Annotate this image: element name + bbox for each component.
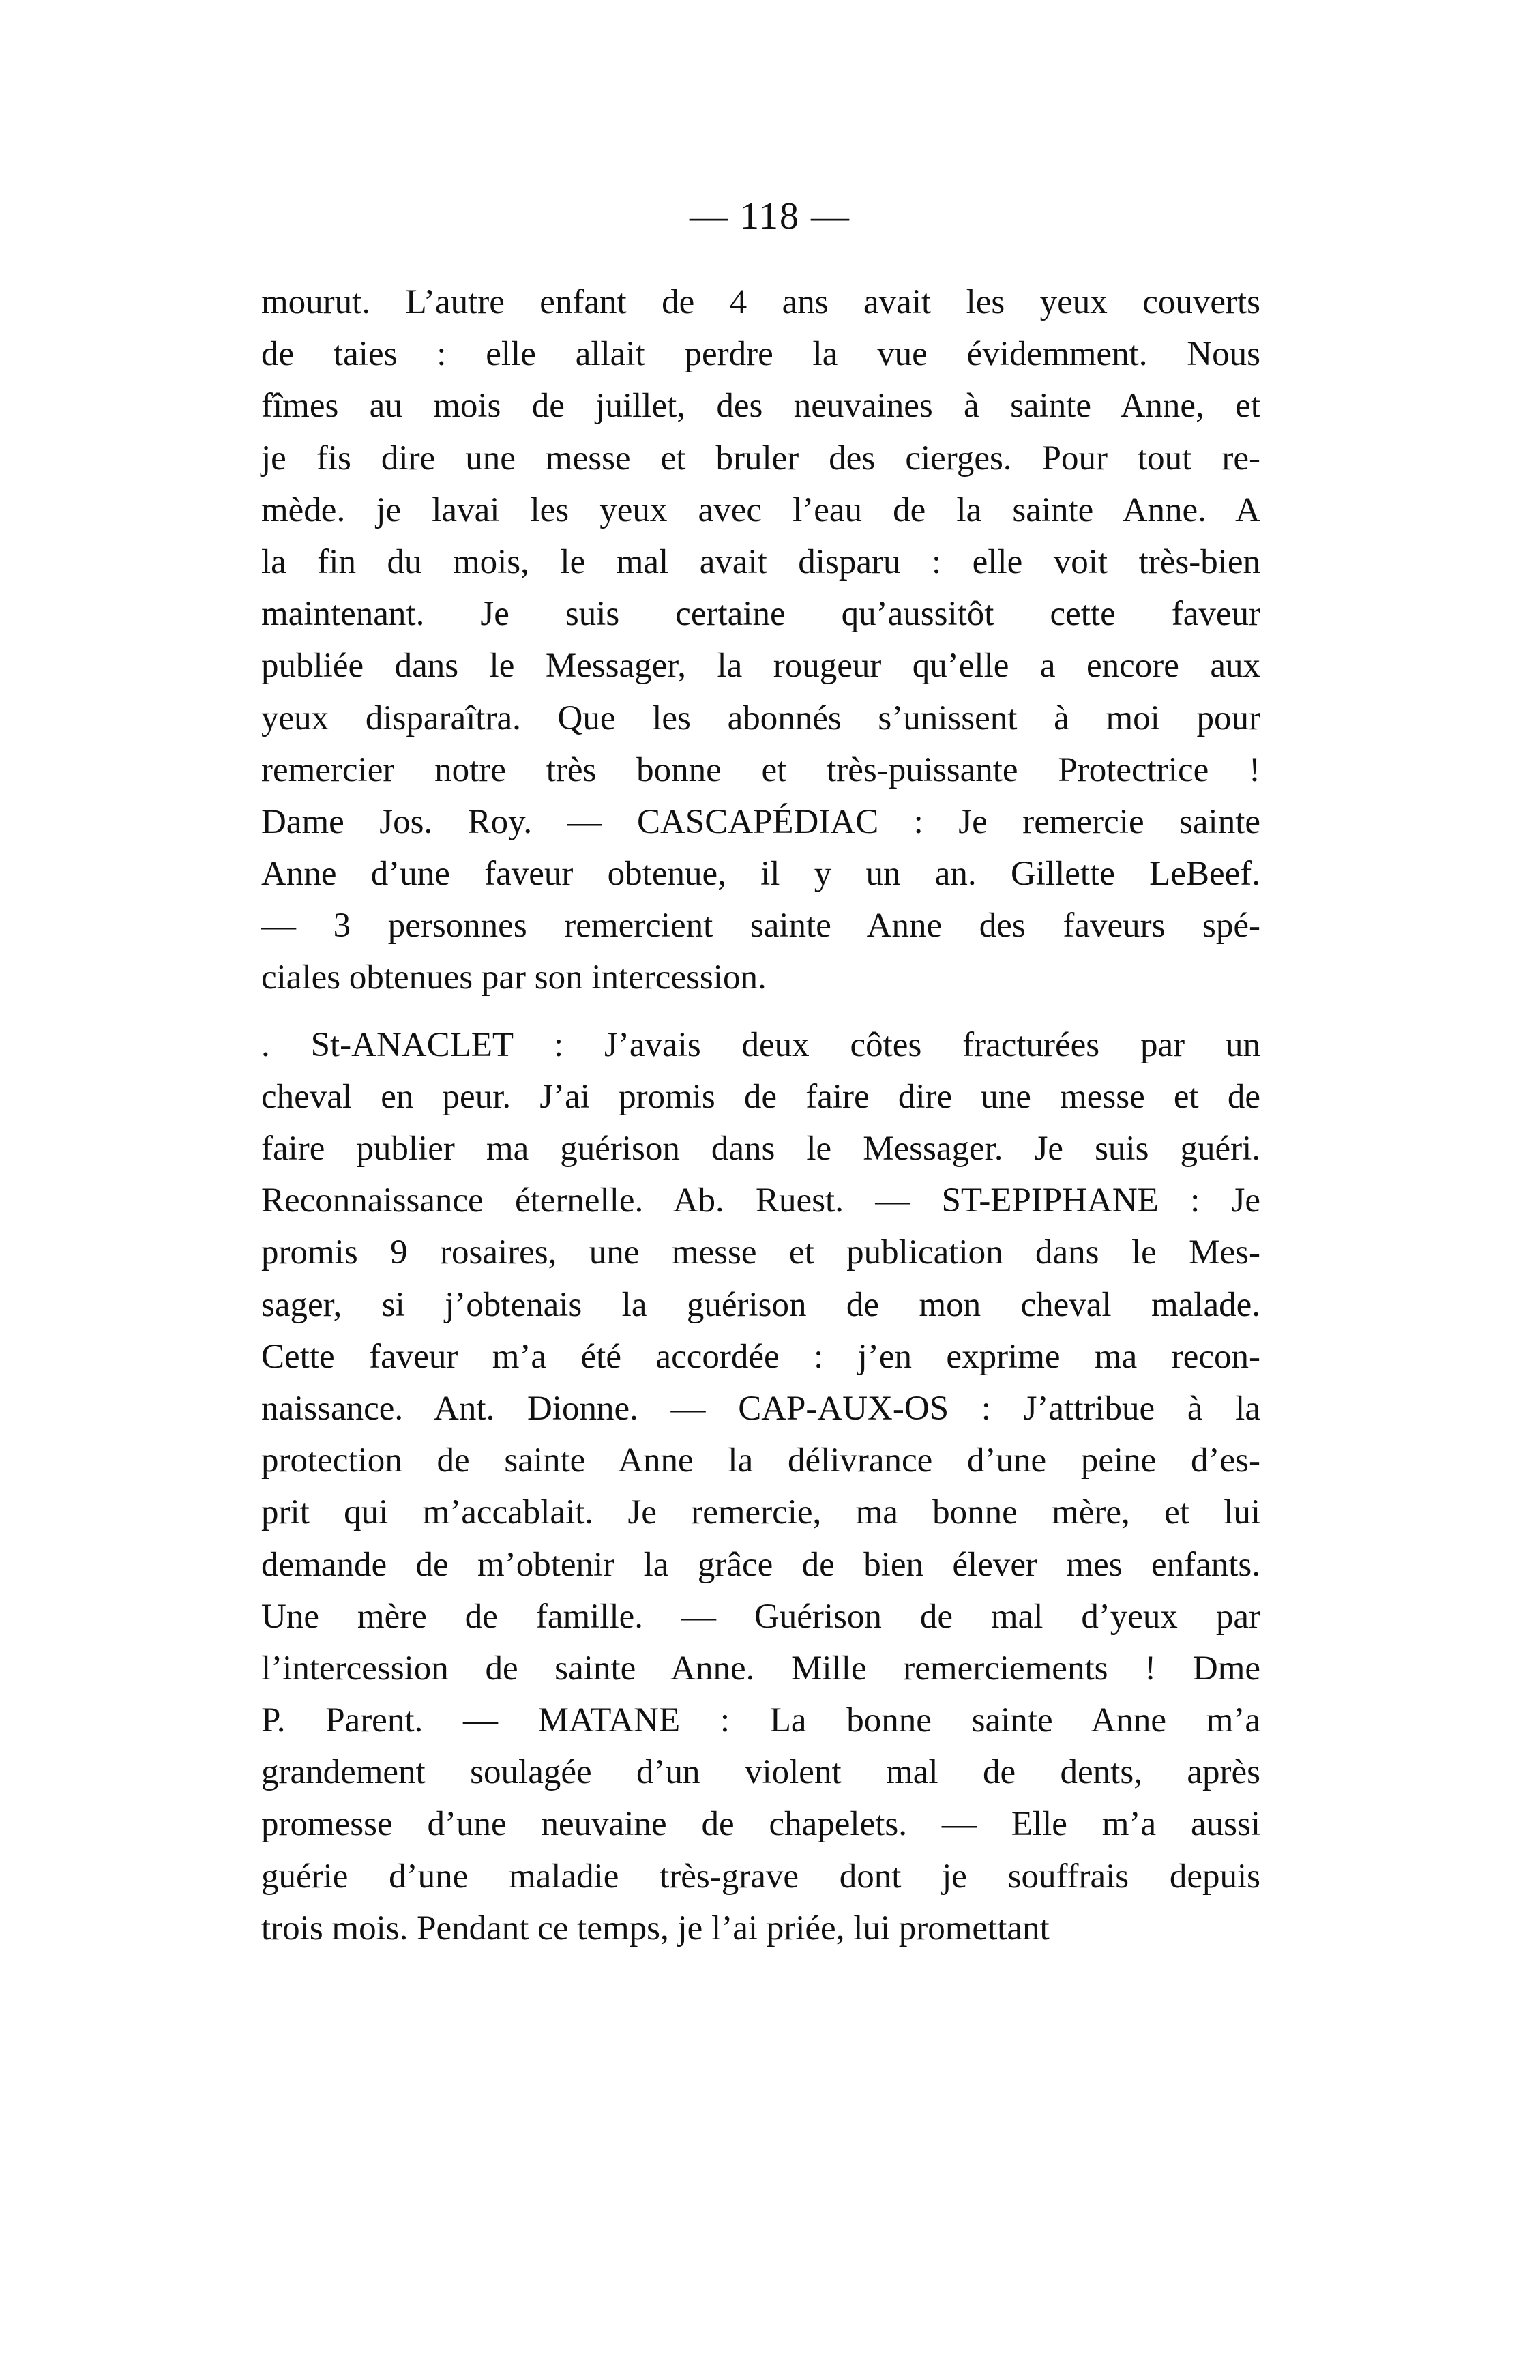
text-line: guérie d’une maladie très-grave dont je souffrais depuis	[261, 1857, 1260, 1896]
text-line: maintenant. Je suis certaine qu’aussitôt cette faveur	[261, 595, 1260, 634]
text-line: je fis dire une messe et bruler des cierges. Pour tout re-	[261, 439, 1260, 478]
text-line: l’intercession de sainte Anne. Mille remerciements ! Dme	[261, 1649, 1260, 1688]
text-line: demande de m’obtenir la grâce de bien élever mes enfants.	[261, 1545, 1260, 1584]
body-text	[261, 276, 1260, 1954]
text-line: Cette faveur m’a été accordée : j’en exprime ma recon-	[261, 1337, 1260, 1376]
text-line: Une mère de famille. — Guérison de mal d’yeux par	[261, 1597, 1260, 1636]
text-line: faire publier ma guérison dans le Messager. Je suis guéri.	[261, 1130, 1260, 1168]
text-line: protection de sainte Anne la délivrance d’une peine d’es-	[261, 1441, 1260, 1480]
text-line: promesse d’une neuvaine de chapelets. — Elle m’a aussi	[261, 1805, 1260, 1844]
paragraph	[261, 1019, 1260, 1954]
text-line: de taies : elle allait perdre la vue évidemment. Nous	[261, 335, 1260, 374]
text-line: P. Parent. — MATANE : La bonne sainte Anne m’a	[261, 1701, 1260, 1740]
text-line: mède. je lavai les yeux avec l’eau de la sainte Anne. A	[261, 490, 1260, 529]
text-line: publiée dans le Messager, la rougeur qu’elle a encore aux	[261, 647, 1260, 686]
text-line: naissance. Ant. Dionne. — CAP-AUX-OS : J’attribue à la	[261, 1389, 1260, 1428]
text-line: . St-ANACLET : J’avais deux côtes fracturées par un	[261, 1025, 1260, 1064]
text-line: grandement soulagée d’un violent mal de dents, après	[261, 1753, 1260, 1792]
text-line: cheval en peur. J’ai promis de faire dire une messe et de	[261, 1077, 1260, 1116]
text-line: Dame Jos. Roy. — CASCAPÉDIAC : Je remercie sainte	[261, 802, 1260, 841]
text-line: mourut. L’autre enfant de 4 ans avait les yeux couverts	[261, 283, 1260, 321]
text-line: Anne d’une faveur obtenue, il y un an. Gillette LeBeef.	[261, 855, 1260, 894]
text-line: la fin du mois, le mal avait disparu : elle voit très-bien	[261, 542, 1260, 581]
paragraph-gap	[261, 1004, 1260, 1019]
text-line: sager, si j’obtenais la guérison de mon cheval malade.	[261, 1285, 1260, 1324]
paragraph	[261, 276, 1260, 1004]
text-line: prit qui m’accablait. Je remercie, ma bonne mère, et lui	[261, 1493, 1260, 1532]
text-line: promis 9 rosaires, une messe et publication dans le Mes-	[261, 1233, 1260, 1272]
text-line: trois mois. Pendant ce temps, je l’ai priée, lui promettant	[261, 1909, 1050, 1948]
text-line: remercier notre très bonne et très-puissante Protectrice !	[261, 750, 1260, 789]
text-line: Reconnaissance éternelle. Ab. Ruest. — ST-EPIPHANE : Je	[261, 1181, 1260, 1220]
text-line: ciales obtenues par son intercession.	[261, 958, 767, 997]
text-line: yeux disparaîtra. Que les abonnés s’unissent à moi pour	[261, 699, 1260, 737]
text-line: — 3 personnes remercient sainte Anne des faveurs spé-	[261, 907, 1260, 945]
text-line: fîmes au mois de juillet, des neuvaines à sainte Anne, et	[261, 387, 1260, 426]
page-number: — 118 —	[690, 195, 850, 237]
